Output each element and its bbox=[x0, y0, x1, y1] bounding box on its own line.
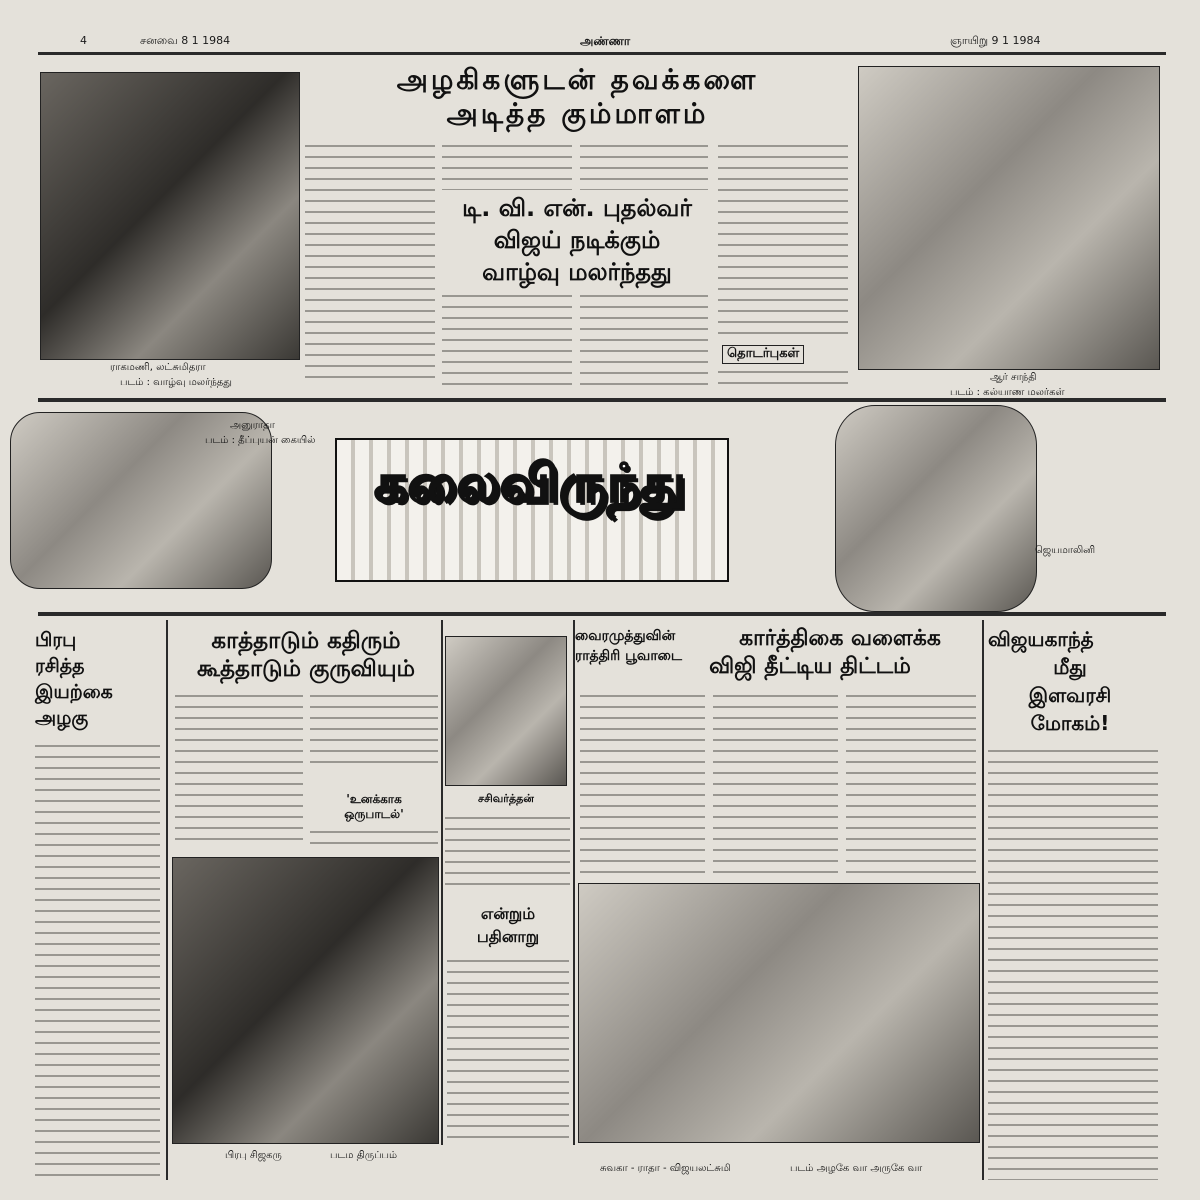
song-subhead-1: 'உனக்காக bbox=[346, 792, 402, 806]
photo-dancer-right bbox=[835, 405, 1037, 612]
date-left: சனவை 8 1 1984 bbox=[140, 34, 231, 47]
karthigai-head-1: கார்த்திகை வளைக்க bbox=[739, 626, 941, 651]
caption-name: ஆர் சாந்தி bbox=[990, 372, 1037, 383]
caption-film: படம் : கல்யாண மலர்கள் bbox=[950, 387, 1065, 398]
col1-head-1: பிரபு bbox=[35, 629, 77, 651]
text-column bbox=[445, 812, 570, 892]
caption-name: ஜெயமாலினி bbox=[1035, 545, 1096, 556]
col1-head-2: ரசித்த bbox=[35, 655, 85, 677]
col2-head-2: கூத்தாடும் குருவியும் bbox=[196, 656, 416, 682]
section-rule bbox=[38, 612, 1166, 616]
karthigai-head-2: விஜி தீட்டிய திட்டம் bbox=[709, 654, 911, 679]
caption-names: சுவகா - ராதா - விஜயலட்சுமி bbox=[600, 1163, 731, 1174]
text-column bbox=[175, 690, 303, 840]
vijayakanth-head-3: இளவரசி bbox=[1028, 683, 1112, 707]
section-rule bbox=[38, 398, 1166, 402]
text-column bbox=[718, 366, 848, 386]
mid-headline-3: வாழ்வு மலர்ந்தது bbox=[482, 258, 672, 286]
caption-name: அனுராதா bbox=[230, 420, 275, 431]
text-column bbox=[310, 826, 438, 848]
mid-headline-2: விஜய் நடிக்கும் bbox=[493, 226, 661, 254]
col1-head-4: அழகு bbox=[35, 707, 89, 729]
col1-head-3: இயற்கை bbox=[35, 681, 113, 703]
text-column bbox=[580, 690, 705, 875]
text-column bbox=[447, 955, 569, 1145]
text-column bbox=[846, 690, 976, 875]
vairamuthu-head-2: ராத்திரி பூவாடை bbox=[575, 648, 683, 664]
text-column bbox=[580, 140, 708, 190]
caption-names: ராகமணி, லட்சுமிதரா bbox=[110, 362, 206, 373]
vairamuthu-head-1: வைரமுத்துவின் bbox=[575, 628, 676, 644]
column-rule bbox=[573, 620, 575, 1145]
masthead-rule bbox=[38, 52, 1166, 55]
column-rule bbox=[441, 620, 443, 1145]
photo-sasivarthan bbox=[445, 636, 567, 786]
date-right: ஞாயிறு 9 1 1984 bbox=[950, 34, 1041, 47]
caption-film: படம் : தீப்புயன் கையில் bbox=[205, 435, 316, 446]
column-rule bbox=[982, 620, 984, 1180]
text-column bbox=[442, 290, 572, 385]
text-column bbox=[988, 745, 1158, 1180]
forever-head-1: என்றும் bbox=[480, 904, 536, 923]
page-number: 4 bbox=[80, 34, 87, 47]
banner-title: கலைவிருந்து bbox=[374, 454, 686, 514]
caption-sasivarthan: சசிவர்த்தன் bbox=[478, 792, 534, 805]
text-column bbox=[580, 290, 708, 385]
headline-line1: அழகிகளுடன் தவக்களை bbox=[396, 63, 759, 96]
text-column bbox=[35, 740, 160, 1180]
vijayakanth-head-1: விஜயகாந்த் bbox=[988, 627, 1094, 651]
caption-film: படம் : வாழ்வு மலர்ந்தது bbox=[120, 377, 232, 388]
photo-prabhu bbox=[172, 857, 439, 1144]
contacts-heading: தொடர்புகள் bbox=[722, 345, 804, 364]
photo-actress bbox=[858, 66, 1160, 370]
headline-line2: அடித்த கும்மாளம் bbox=[446, 97, 709, 130]
column-rule bbox=[166, 620, 168, 1180]
song-subhead-2: ஒருபாடல்' bbox=[344, 807, 404, 821]
caption-film: படம் அழகே வா அருகே வா bbox=[790, 1163, 923, 1174]
paper-name: அண்ணா bbox=[580, 34, 631, 48]
caption-film: படம திருப்பம் bbox=[330, 1150, 398, 1161]
text-column bbox=[713, 690, 838, 875]
vijayakanth-head-4: மோகம்! bbox=[1030, 711, 1110, 735]
text-column bbox=[305, 140, 435, 385]
text-column bbox=[310, 690, 438, 770]
vijayakanth-head-2: மீது bbox=[1053, 655, 1087, 679]
text-column bbox=[442, 140, 572, 190]
forever-head-2: பதினாறு bbox=[476, 927, 540, 946]
caption-name: பிரபு சிஜகரு bbox=[225, 1150, 282, 1161]
text-column bbox=[718, 140, 848, 340]
col2-head-1: காத்தாடும் கதிரும் bbox=[211, 628, 401, 654]
mid-headline-1: டி. வி. என். புதல்வர் bbox=[462, 194, 692, 222]
photo-trio bbox=[578, 883, 980, 1143]
photo-couple bbox=[40, 72, 300, 360]
